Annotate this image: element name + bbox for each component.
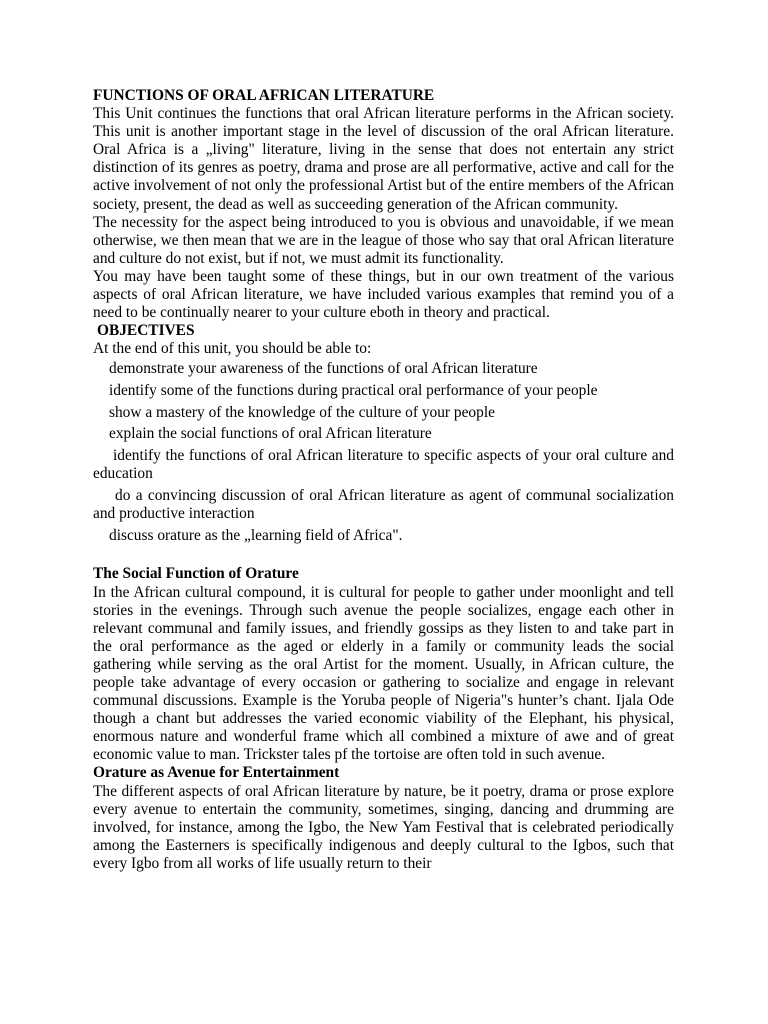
document-title: FUNCTIONS OF ORAL AFRICAN LITERATURE [93,87,435,104]
social-function-body: In the African cultural compound, it is cultural for people to gather under moonlight and tell stories in the evenings. Through such avenue the people socializes, engage each other in relevant communal and family issues, and friendly gossips as they listen to and take part in the oral performance as the aged or elderly in a family or community leads the social gathering while serving as the oral Artist for the moment. Usually, in African culture, the people take advantage of every occasion or gathering to socialize and engage in relevant communal discussions. Example is the Yoruba people of Nigeria"s hunter’s chant. Ijala Ode though a chant but addresses the varied economic viability of the Elephant, his physical, enormous nature and wonderful frame which all combined a mixture of awe and of great economic value to man. Trickster tales pf the tortoise are often told in such avenue. [93,583,674,764]
entertainment-heading: Orature as Avenue for Entertainment [93,764,340,782]
objective-item: explain the social functions of oral African literature [109,425,432,443]
intro-paragraph-3: You may have been taught some of these things, but in our own treatment of the various aspects of oral African literature, we have included various examples that remind you of a need to be continually nearer to your culture eboth in theory and practical. [93,267,674,322]
section-spacer [93,546,674,565]
objective-item: do a convincing discussion of oral African literature as agent of communal socialization and productive interaction [93,486,674,523]
objective-item: show a mastery of the knowledge of the culture of your people [109,403,495,421]
objectives-heading: OBJECTIVES [97,322,195,340]
intro-paragraph-1: This Unit continues the functions that oral African literature performs in the African society. This unit is another important stage in the level of discussion of the oral African literature. Oral Africa is a „living" literature, living in the sense that does not entertain any strict distinction of its genres as poetry, drama and prose are all performative, active and call for the active involvement of not only the professional Artist but of the entire members of the African society, present, the dead as well as succeeding generation of the African community. [93,105,674,213]
objectives-list [93,358,674,546]
objectives-lead: At the end of this unit, you should be able to: [93,340,372,358]
objective-item: discuss orature as the „learning field of Africa". [109,526,403,544]
document-page [93,87,674,873]
objective-item: demonstrate your awareness of the functions of oral African literature [109,360,538,378]
objective-item: identify some of the functions during practical oral performance of your people [109,382,598,400]
entertainment-body: The different aspects of oral African literature by nature, be it poetry, drama or prose explore every avenue to entertain the community, sometimes, singing, dancing and drumming are involved, for instance, among the Igbo, the New Yam Festival that is celebrated periodically among the Easterners is specifically indigenous and deeply cultural to the Igbos, such that every Igbo from all works of life usually return to their [93,782,674,872]
objective-item: identify the functions of oral African literature to specific aspects of your oral culture and education [93,447,674,483]
intro-paragraph-2: The necessity for the aspect being introduced to you is obvious and unavoidable, if we mean otherwise, we then mean that we are in the league of those who say that oral African literature and culture do not exist, but if not, we must admit its functionality. [93,213,674,267]
social-function-heading: The Social Function of Orature [93,565,299,583]
